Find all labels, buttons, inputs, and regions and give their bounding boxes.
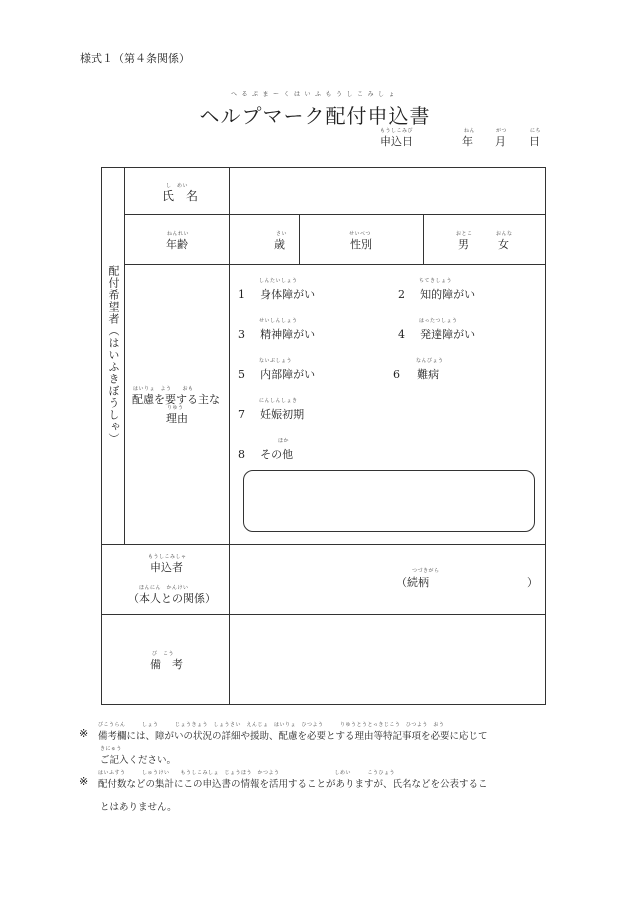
note-mark: ※ (79, 727, 89, 740)
table-divider (229, 167, 230, 705)
note-text: 備考欄には、障がいの状況の詳細や援助、配慮を必要とする理由等特記事項を必要に応じて (98, 731, 488, 742)
table-divider (101, 544, 546, 545)
note-ruby: はいふすう しゅうけい もうしこみしょ じょうほう かつよう しめい こうひょう (98, 770, 396, 776)
age-field[interactable] (231, 216, 271, 263)
reason-option-mental[interactable]: 3 せいしんしょう 精神障がい (238, 318, 316, 341)
note-ruby: きにゅう (100, 746, 122, 752)
table-divider (299, 214, 300, 264)
relation-label-ruby: ほんにん かんけい (139, 585, 189, 591)
relation-label: （本人との関係） (128, 592, 216, 605)
name-label-ruby: し めい (166, 183, 189, 189)
year-ruby: ねん (464, 128, 476, 134)
relationship-ruby: つづきがら (412, 568, 440, 574)
reason-option-developmental[interactable]: 4 はったつしょう 発達障がい (398, 318, 476, 341)
applicant-label-ruby: もうしこみしゃ (148, 554, 187, 560)
reason-label: 理由 (166, 412, 188, 425)
table-divider (423, 214, 424, 264)
reason-label: 配慮を要する主な (132, 393, 220, 406)
other-details-field[interactable] (243, 470, 535, 532)
day-label[interactable]: 日 (529, 135, 540, 148)
gender-female-option[interactable]: 女 (498, 238, 509, 251)
age-label-ruby: ねんれい (167, 231, 190, 237)
age-label: 年齢 (166, 238, 188, 251)
month-ruby: がつ (496, 128, 508, 134)
gender-female-ruby: おんな (496, 231, 513, 237)
relationship-label: （続柄 (396, 576, 429, 589)
reason-option-early-pregnancy[interactable]: 7 にんしんしょき 妊娠初期 (238, 398, 305, 421)
age-unit: 歳 (274, 238, 285, 251)
date-label-ruby: もうしこみび (380, 128, 414, 134)
form-number: 様式１（第４条関係） (80, 52, 190, 65)
note-mark: ※ (79, 775, 89, 788)
reason-option-physical[interactable]: 1 しんたいしょう 身体障がい (238, 278, 316, 301)
gender-male-option[interactable]: 男 (458, 238, 469, 251)
reason-option-other[interactable]: 8 ほか その他 (238, 438, 294, 461)
note-ruby: びこうらん しょう じょうきょう しょうさい えんじょ はいりょ ひつよう りゆうとうとっきじこう ひつよう おう (98, 722, 445, 728)
table-divider (101, 614, 546, 615)
year-label[interactable]: 年 (462, 135, 473, 148)
gender-male-ruby: おとこ (456, 231, 473, 237)
remarks-field[interactable] (231, 616, 544, 703)
reason-label-ruby: はいりょ よう おも (133, 386, 194, 392)
age-unit-ruby: さい (276, 231, 288, 237)
day-ruby: にち (530, 128, 542, 134)
date-label: 申込日 (380, 135, 413, 148)
applicant-label: 申込者 (150, 561, 183, 574)
title-ruby: へるぷまーくはいふもうしこみしょ (230, 91, 399, 98)
reason-option-intellectual[interactable]: 2 ちてきしょう 知的障がい (398, 278, 476, 301)
note-text: とはありません。 (100, 802, 177, 813)
note-text: ご記入ください。 (100, 755, 177, 766)
page-title: ヘルプマーク配付申込書 (199, 104, 431, 128)
reason-option-intractable-disease[interactable]: 6 なんびょう 難病 (393, 358, 444, 381)
table-divider (124, 214, 546, 215)
reason-label-ruby: りゆう (167, 405, 184, 411)
name-label: 氏 名 (162, 189, 199, 203)
section-label-vertical: 配付希望者（はいふきぼうしゃ） (107, 265, 120, 445)
name-field[interactable] (231, 169, 544, 213)
gender-label: 性別 (350, 238, 372, 251)
table-divider (124, 167, 125, 544)
month-label[interactable]: 月 (495, 135, 506, 148)
reason-option-internal[interactable]: 5 ないぶしょう 内部障がい (238, 358, 316, 381)
relationship-close: ） (527, 576, 538, 589)
note-text: 配付数などの集計にこの申込書の情報を活用することがありますが、氏名などを公表するこ (98, 779, 488, 790)
applicant-field[interactable] (231, 546, 544, 612)
table-divider (124, 264, 546, 265)
remarks-label-ruby: び こう (152, 651, 175, 657)
remarks-label: 備 考 (150, 658, 183, 671)
gender-label-ruby: せいべつ (349, 231, 372, 237)
